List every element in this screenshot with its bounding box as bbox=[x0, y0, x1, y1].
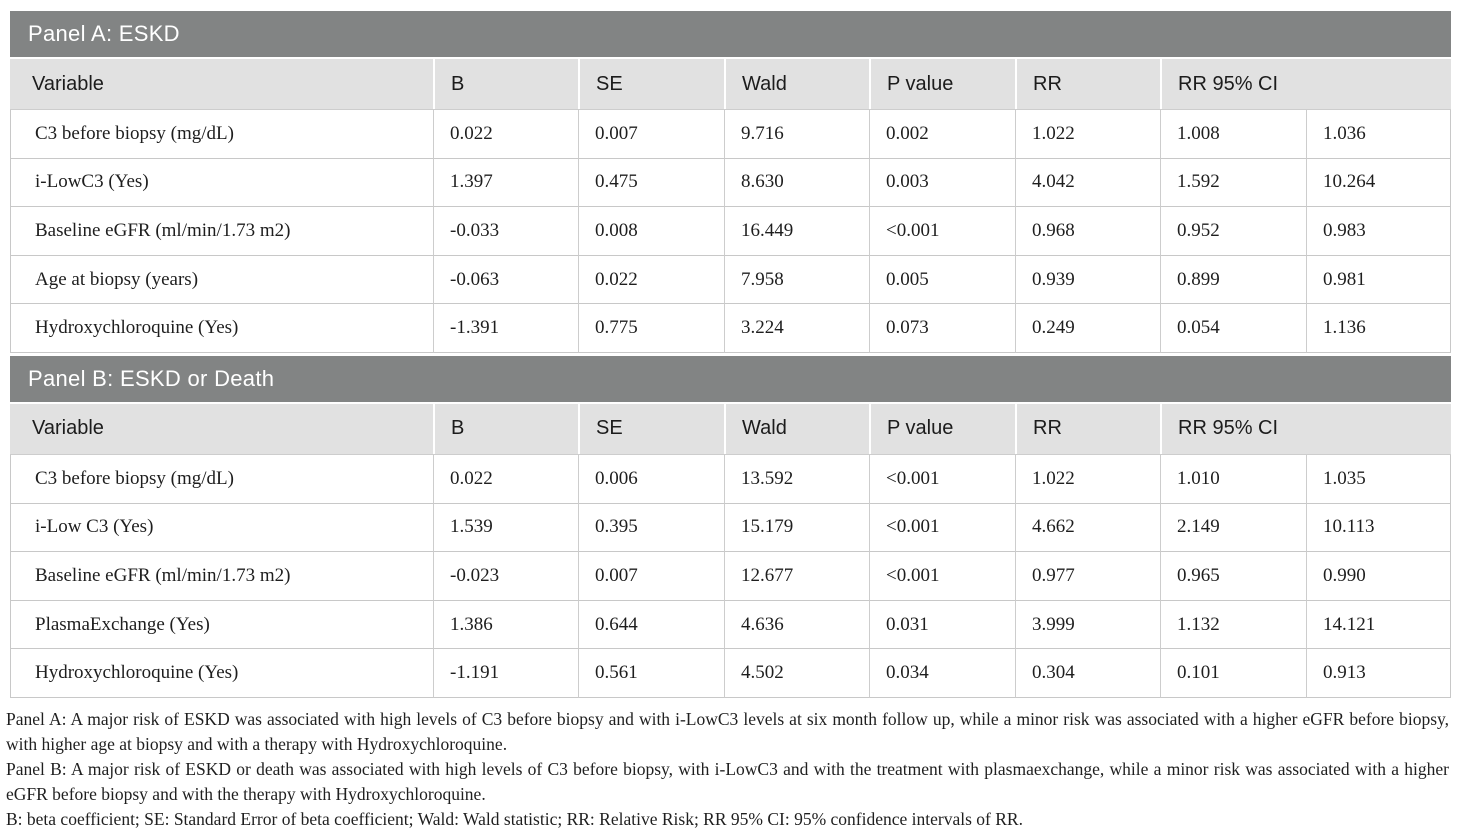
cell-ci-upper: 10.113 bbox=[1306, 504, 1451, 553]
cell-p-value: 0.002 bbox=[869, 110, 1015, 159]
table-row bbox=[10, 110, 1451, 159]
cell-variable: C3 before biopsy (mg/dL) bbox=[10, 455, 433, 504]
cell-b: 0.022 bbox=[433, 455, 578, 504]
cell-wald: 16.449 bbox=[724, 207, 869, 256]
cell-p-value: <0.001 bbox=[869, 207, 1015, 256]
cell-p-value: 0.003 bbox=[869, 159, 1015, 208]
cell-ci-upper: 1.035 bbox=[1306, 455, 1451, 504]
cell-ci-lower: 0.054 bbox=[1160, 304, 1306, 353]
cell-ci-upper: 0.981 bbox=[1306, 256, 1451, 305]
cell-se: 0.561 bbox=[578, 649, 724, 698]
cell-se: 0.775 bbox=[578, 304, 724, 353]
cell-b: 0.022 bbox=[433, 110, 578, 159]
table-row bbox=[10, 649, 1451, 698]
table-row bbox=[10, 455, 1451, 504]
cell-p-value: <0.001 bbox=[869, 504, 1015, 553]
panel-a-title: Panel A: ESKD bbox=[28, 21, 180, 46]
cell-b: 1.539 bbox=[433, 504, 578, 553]
cell-se: 0.022 bbox=[578, 256, 724, 305]
table-row bbox=[10, 207, 1451, 256]
cell-rr: 3.999 bbox=[1015, 601, 1160, 650]
cell-wald: 12.677 bbox=[724, 552, 869, 601]
cell-ci-lower: 1.008 bbox=[1160, 110, 1306, 159]
cell-b: -1.391 bbox=[433, 304, 578, 353]
cell-ci-lower: 0.952 bbox=[1160, 207, 1306, 256]
cell-wald: 4.636 bbox=[724, 601, 869, 650]
cell-ci-lower: 0.101 bbox=[1160, 649, 1306, 698]
cell-wald: 8.630 bbox=[724, 159, 869, 208]
cell-se: 0.007 bbox=[578, 552, 724, 601]
footnote-abbreviations: B: beta coefficient; SE: Standard Error of beta coefficient; Wald: Wald statistic; RR: Relative Risk; RR 95% CI: 95% confidence intervals of RR. bbox=[6, 808, 1023, 828]
cell-rr: 0.939 bbox=[1015, 256, 1160, 305]
panel-a-title-bar bbox=[10, 11, 1451, 57]
column-header-rr-95-ci: RR 95% CI bbox=[1160, 59, 1451, 109]
cell-ci-upper: 10.264 bbox=[1306, 159, 1451, 208]
cell-rr: 4.042 bbox=[1015, 159, 1160, 208]
table-row bbox=[10, 159, 1451, 208]
cell-p-value: 0.005 bbox=[869, 256, 1015, 305]
cell-ci-upper: 14.121 bbox=[1306, 601, 1451, 650]
table-row bbox=[10, 601, 1451, 650]
cell-se: 0.006 bbox=[578, 455, 724, 504]
cell-variable: i-Low C3 (Yes) bbox=[10, 504, 433, 553]
cell-p-value: <0.001 bbox=[869, 552, 1015, 601]
cell-ci-upper: 0.983 bbox=[1306, 207, 1451, 256]
cell-p-value: 0.073 bbox=[869, 304, 1015, 353]
cell-b: -1.191 bbox=[433, 649, 578, 698]
cell-p-value: 0.031 bbox=[869, 601, 1015, 650]
cell-variable: C3 before biopsy (mg/dL) bbox=[10, 110, 433, 159]
column-header-se: SE bbox=[578, 59, 724, 109]
cell-wald: 3.224 bbox=[724, 304, 869, 353]
cell-ci-upper: 1.036 bbox=[1306, 110, 1451, 159]
column-header-p-value: P value bbox=[869, 404, 1015, 454]
panel-b-body bbox=[10, 454, 1451, 698]
table-row bbox=[10, 304, 1451, 353]
panel-b-title: Panel B: ESKD or Death bbox=[28, 365, 275, 391]
column-header-se: SE bbox=[578, 404, 724, 454]
column-header-p-value: P value bbox=[869, 59, 1015, 109]
cell-se: 0.008 bbox=[578, 207, 724, 256]
cell-rr: 1.022 bbox=[1015, 110, 1160, 159]
column-header-variable: Variable bbox=[32, 72, 104, 95]
panel-b bbox=[10, 356, 1451, 698]
cell-variable: Hydroxychloroquine (Yes) bbox=[10, 649, 433, 698]
cell-wald: 4.502 bbox=[724, 649, 869, 698]
cell-ci-lower: 1.132 bbox=[1160, 601, 1306, 650]
column-header-b: B bbox=[433, 404, 578, 454]
cell-variable: Age at biopsy (years) bbox=[10, 256, 433, 305]
cell-variable: Hydroxychloroquine (Yes) bbox=[10, 304, 433, 353]
cell-ci-lower: 2.149 bbox=[1160, 504, 1306, 553]
cell-wald: 7.958 bbox=[724, 256, 869, 305]
cell-rr: 0.968 bbox=[1015, 207, 1160, 256]
cell-variable: i-LowC3 (Yes) bbox=[10, 159, 433, 208]
panel-a bbox=[10, 11, 1451, 353]
cell-ci-upper: 0.913 bbox=[1306, 649, 1451, 698]
table-row bbox=[10, 552, 1451, 601]
cell-ci-upper: 0.990 bbox=[1306, 552, 1451, 601]
cell-p-value: 0.034 bbox=[869, 649, 1015, 698]
cell-se: 0.644 bbox=[578, 601, 724, 650]
cell-ci-lower: 0.965 bbox=[1160, 552, 1306, 601]
cell-b: 1.386 bbox=[433, 601, 578, 650]
footnote-panel-a: Panel A: A major risk of ESKD was associated with high levels of C3 before biopsy and with i-LowC3 levels at six month follow up, while a minor risk was associated with a higher eGFR before biopsy, with higher age at biopsy and with a therapy with Hydroxychloroquine. bbox=[6, 708, 1449, 754]
cell-se: 0.475 bbox=[578, 159, 724, 208]
cell-rr: 0.304 bbox=[1015, 649, 1160, 698]
table-footnotes bbox=[6, 707, 1449, 828]
cell-b: -0.063 bbox=[433, 256, 578, 305]
footnote-panel-b: Panel B: A major risk of ESKD or death was associated with high levels of C3 before biopsy, with i-LowC3 and with the treatment with plasmaexchange, while a minor risk was associated with a higher eGFR before biopsy and with the therapy with Hydroxychloroquine. bbox=[6, 758, 1449, 804]
column-header-rr: RR bbox=[1015, 404, 1160, 454]
column-header-rr-95-ci: RR 95% CI bbox=[1160, 404, 1451, 454]
column-header-variable: Variable bbox=[32, 417, 104, 440]
cell-wald: 15.179 bbox=[724, 504, 869, 553]
table-row bbox=[10, 256, 1451, 305]
cell-wald: 13.592 bbox=[724, 455, 869, 504]
cell-se: 0.007 bbox=[578, 110, 724, 159]
panel-b-title-bar bbox=[10, 356, 1451, 402]
cell-se: 0.395 bbox=[578, 504, 724, 553]
panel-a-body bbox=[10, 109, 1451, 353]
cell-p-value: <0.001 bbox=[869, 455, 1015, 504]
cell-variable: PlasmaExchange (Yes) bbox=[10, 601, 433, 650]
cell-rr: 0.977 bbox=[1015, 552, 1160, 601]
column-header-wald: Wald bbox=[724, 59, 869, 109]
cell-b: 1.397 bbox=[433, 159, 578, 208]
panel-a-column-header-row bbox=[10, 59, 1451, 109]
cell-rr: 1.022 bbox=[1015, 455, 1160, 504]
cell-ci-lower: 0.899 bbox=[1160, 256, 1306, 305]
cell-variable: Baseline eGFR (ml/min/1.73 m2) bbox=[10, 552, 433, 601]
cell-b: -0.033 bbox=[433, 207, 578, 256]
column-header-b: B bbox=[433, 59, 578, 109]
cell-rr: 0.249 bbox=[1015, 304, 1160, 353]
table-row bbox=[10, 504, 1451, 553]
cell-rr: 4.662 bbox=[1015, 504, 1160, 553]
cell-ci-lower: 1.010 bbox=[1160, 455, 1306, 504]
cell-wald: 9.716 bbox=[724, 110, 869, 159]
panel-b-column-header-row bbox=[10, 404, 1451, 454]
cell-ci-upper: 1.136 bbox=[1306, 304, 1451, 353]
column-header-rr: RR bbox=[1015, 59, 1160, 109]
cell-variable: Baseline eGFR (ml/min/1.73 m2) bbox=[10, 207, 433, 256]
cell-b: -0.023 bbox=[433, 552, 578, 601]
cell-ci-lower: 1.592 bbox=[1160, 159, 1306, 208]
column-header-wald: Wald bbox=[724, 404, 869, 454]
